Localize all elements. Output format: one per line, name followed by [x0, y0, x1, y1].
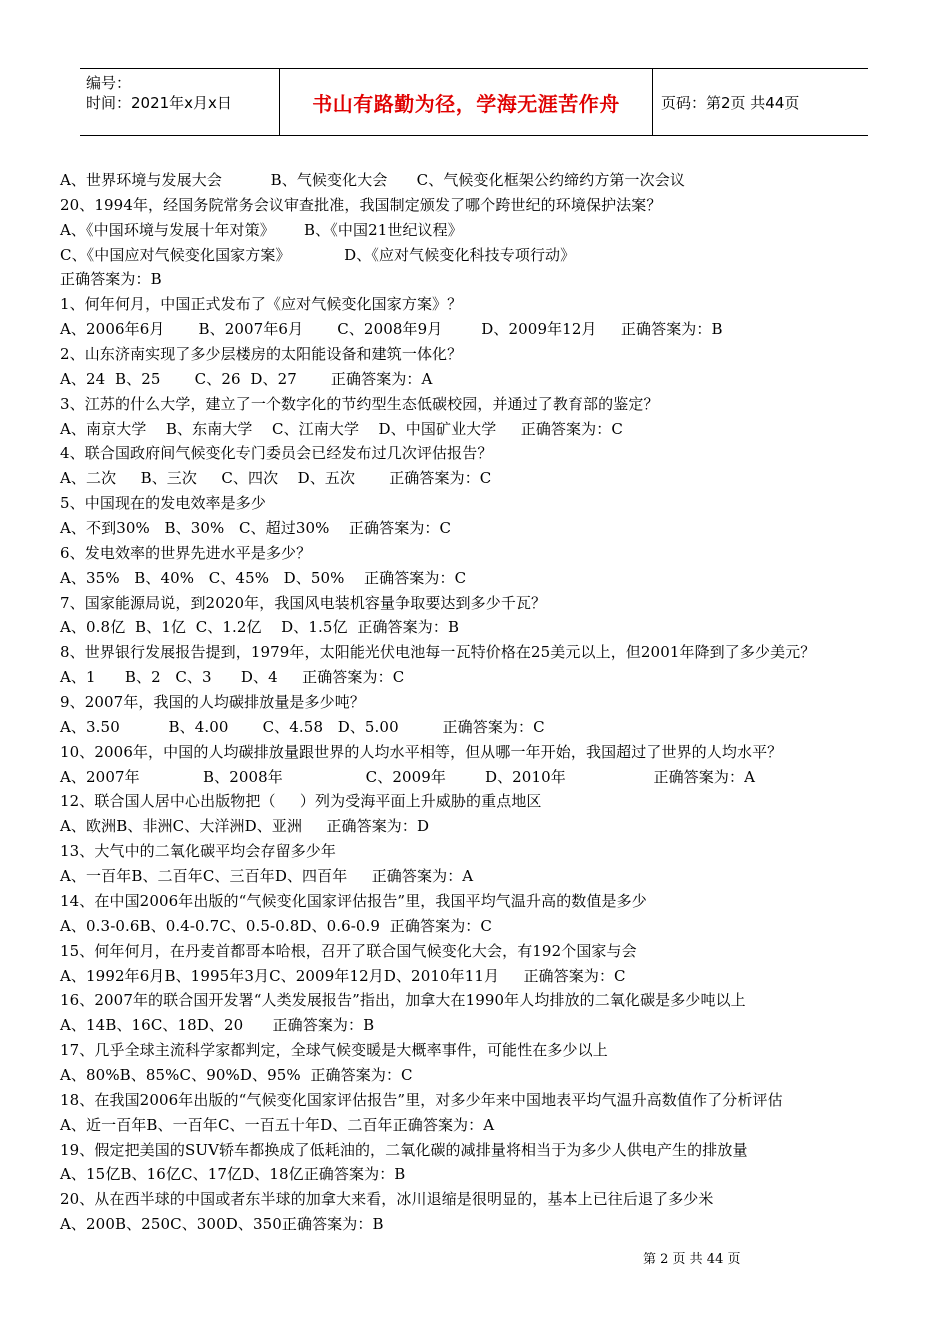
- header-page-cell: [653, 69, 868, 135]
- text-line: 14、在中国2006年出版的“气候变化国家评估报告”里，我国平均气温升高的数值是多少: [60, 891, 647, 910]
- page-footer: 第 2 页 共 44 页: [643, 1252, 741, 1267]
- text-line: A、一百年B、二百年C、三百年D、四百年 正确答案为：A: [60, 867, 474, 886]
- text-line: 9、2007年，我国的人均碳排放量是多少吨？: [60, 693, 365, 712]
- text-line: A、35% B、40% C、45% D、50% 正确答案为：C: [60, 568, 467, 587]
- text-line: 15、何年何月，在丹麦首都哥本哈根，召开了联合国气候变化大会，有192个国家与会: [60, 941, 637, 960]
- text-line: 18、在我国2006年出版的“气候变化国家评估报告”里，对多少年来中国地表平均气温升高数值作了分析评估: [60, 1090, 783, 1109]
- text-line: A、2006年6月 B、2007年6月 C、2008年9月 D、2009年12月 正确答案为：B: [60, 320, 723, 339]
- text-line: A、0.8亿 B、1亿 C、1.2亿 D、1.5亿 正确答案为：B: [60, 618, 460, 637]
- text-line: A、24 B、25 C、26 D、27 正确答案为：A: [60, 369, 433, 388]
- text-line: 2、山东济南实现了多少层楼房的太阳能设备和建筑一体化？: [60, 345, 463, 364]
- text-line: 13、大气中的二氧化碳平均会存留多少年: [60, 842, 336, 861]
- text-line: A、14B、16C、18D、20 正确答案为：B: [60, 1016, 375, 1035]
- text-line: 16、2007年的联合国开发署“人类发展报告”指出，加拿大在1990年人均排放的二氧化碳是多少吨以上: [60, 991, 746, 1010]
- text-line: A、80%B、85%C、90%D、95% 正确答案为：C: [60, 1065, 413, 1084]
- text-line: 正确答案为：B: [60, 270, 162, 289]
- text-line: A、南京大学 B、东南大学 C、江南大学 D、中国矿业大学 正确答案为：C: [60, 419, 623, 438]
- text-line: A、《中国环境与发展十年对策》 B、《中国21世纪议程》: [60, 220, 463, 239]
- document-body: [60, 168, 895, 1237]
- text-line: C、《中国应对气候变化国家方案》 D、《应对气候变化科技专项行动》: [60, 245, 576, 264]
- text-line: 5、中国现在的发电效率是多少: [60, 494, 266, 513]
- text-line: A、不到30% B、30% C、超过30% 正确答案为：C: [60, 519, 452, 538]
- text-line: 4、联合国政府间气候变化专门委员会已经发布过几次评估报告？: [60, 444, 493, 463]
- header-page-label: 页码：第2页 共44页: [661, 93, 800, 112]
- text-line: 17、几乎全球主流科学家都判定，全球气候变暖是大概率事件，可能性在多少以上: [60, 1041, 608, 1060]
- text-line: A、0.3-0.6B、0.4-0.7C、0.5-0.8D、0.6-0.9 正确答案为：C: [60, 916, 492, 935]
- text-line: A、3.50 B、4.00 C、4.58 D、5.00 正确答案为：C: [60, 717, 545, 736]
- header-info-cell: [80, 69, 280, 135]
- text-line: A、1992年6月B、1995年3月C、2009年12月D、2010年11月 正确答案为：C: [60, 966, 626, 985]
- text-line: A、2007年 B、2008年 C、2009年 D、2010年 正确答案为：A: [60, 767, 755, 786]
- text-line: A、二次 B、三次 C、四次 D、五次 正确答案为：C: [60, 469, 492, 488]
- text-line: 8、世界银行发展报告提到，1979年，太阳能光伏电池每一瓦特价格在25美元以上，但2001年降到了多少美元？: [60, 643, 816, 662]
- header-motto: 书山有路勤为径，学海无涯苦作舟: [312, 91, 620, 116]
- text-line: 20、从在西半球的中国或者东半球的加拿大来看，冰川退缩是很明显的，基本上已往后退了多少米: [60, 1190, 714, 1209]
- header-motto-cell: [280, 69, 653, 135]
- header-id-label: 编号：: [86, 74, 132, 92]
- text-line: 20、1994年，经国务院常务会议审查批准，我国制定颁发了哪个跨世纪的环境保护法案？: [60, 195, 662, 214]
- header-time-label: 时间：2021年x月x日: [86, 94, 232, 112]
- text-line: 7、国家能源局说，到2020年，我国风电装机容量争取要达到多少千瓦？: [60, 593, 547, 612]
- text-line: 1、何年何月，中国正式发布了《应对气候变化国家方案》？: [60, 295, 463, 314]
- text-line: 6、发电效率的世界先进水平是多少？: [60, 543, 312, 562]
- text-line: A、世界环境与发展大会 B、气候变化大会 C、气候变化框架公约缔约方第一次会议: [60, 171, 685, 189]
- text-line: A、15亿B、16亿C、17亿D、18亿正确答案为：B: [60, 1165, 406, 1184]
- text-line: A、欧洲B、非洲C、大洋洲D、亚洲 正确答案为：D: [60, 817, 430, 836]
- text-line: 12、联合国人居中心出版物把（ ）列为受海平面上升威胁的重点地区: [60, 792, 542, 811]
- text-line: A、200B、250C、300D、350正确答案为：B: [60, 1215, 384, 1234]
- text-line: 3、江苏的什么大学，建立了一个数字化的节约型生态低碳校园，并通过了教育部的鉴定？: [60, 394, 659, 413]
- text-line: A、1 B、2 C、3 D、4 正确答案为：C: [60, 668, 405, 687]
- text-line: 10、2006年，中国的人均碳排放量跟世界的人均水平相等，但从哪一年开始，我国超过了世界的人均水平？: [60, 742, 783, 761]
- page-header: [80, 68, 868, 136]
- text-line: A、近一百年B、一百年C、一百五十年D、二百年正确答案为：A: [60, 1115, 495, 1134]
- text-line: 19、假定把美国的SUV轿车都换成了低耗油的，二氧化碳的减排量将相当于为多少人供电产生的排放量: [60, 1140, 748, 1159]
